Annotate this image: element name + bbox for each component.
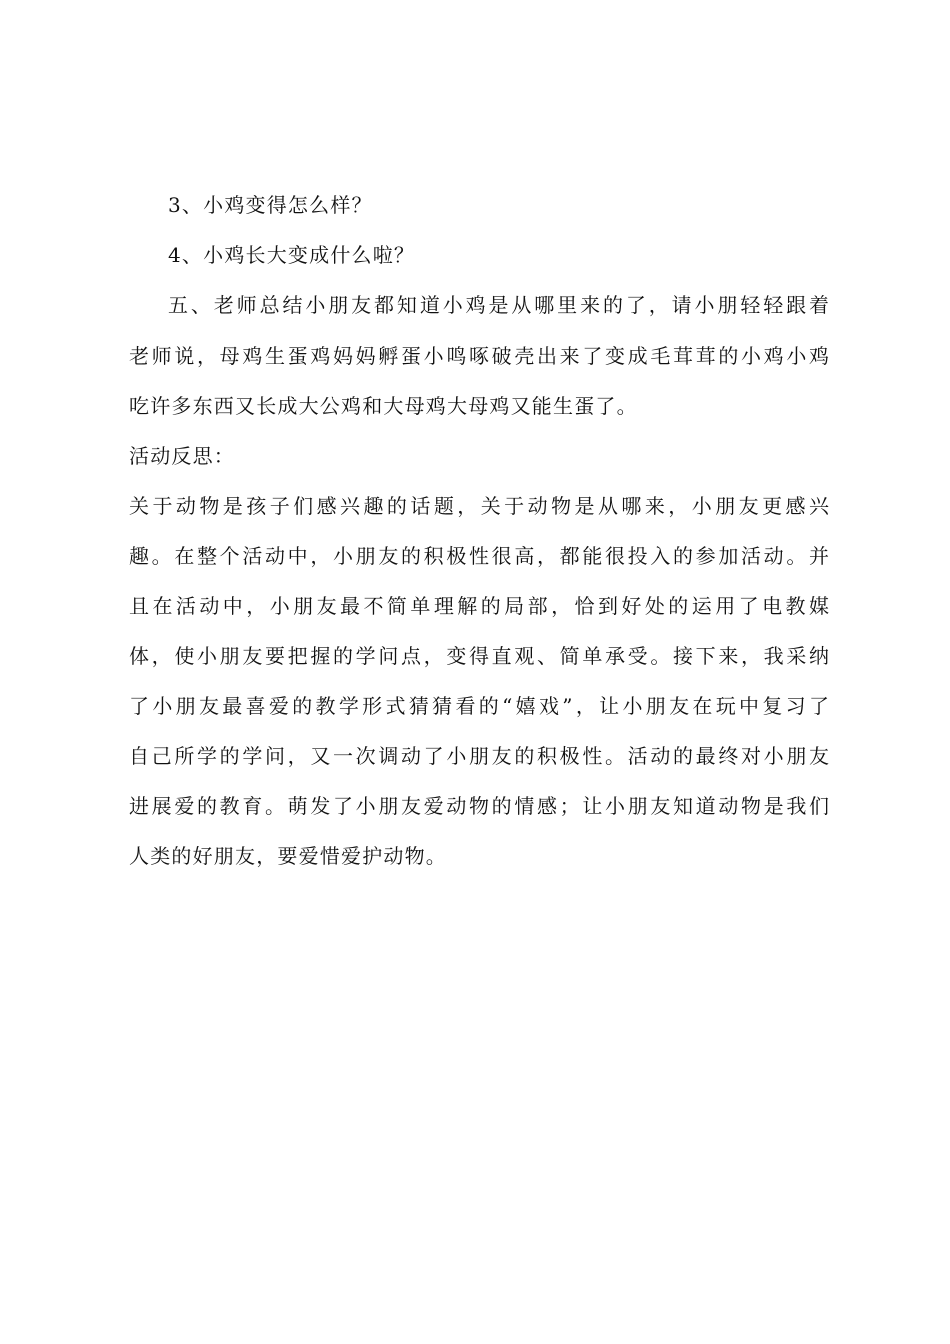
reflection-line: 体，使小朋友要把握的学问点，变得直观、简单承受。接下来，我采纳	[129, 644, 829, 668]
summary-line: 五、老师总结小朋友都知道小鸡是从哪里来的了，请小朋轻轻跟着	[168, 293, 829, 317]
reflection-line: 人类的好朋友，要爱惜爱护动物。	[129, 844, 447, 868]
reflection-heading: 活动反思：	[129, 444, 235, 468]
step-3: 3、小鸡变得怎么样？	[168, 193, 373, 217]
reflection-line: 关于动物是孩子们感兴趣的话题，关于动物是从哪来，小朋友更感兴	[129, 494, 829, 518]
summary-line: 吃许多东西又长成大公鸡和大母鸡大母鸡又能生蛋了。	[129, 394, 638, 418]
reflection-line: 趣。在整个活动中，小朋友的积极性很高，都能很投入的参加活动。并	[129, 544, 829, 568]
reflection-line: 自己所学的学问，又一次调动了小朋友的积极性。活动的最终对小朋友	[129, 744, 829, 768]
reflection-line: 进展爱的教育。萌发了小朋友爱动物的情感；让小朋友知道动物是我们	[129, 794, 829, 818]
reflection-line: 且在活动中，小朋友最不简单理解的局部，恰到好处的运用了电教媒	[129, 594, 829, 618]
step-4: 4、小鸡长大变成什么啦？	[168, 243, 416, 267]
reflection-line: 了小朋友最喜爱的教学形式猜猜看的“嬉戏”，让小朋友在玩中复习了	[129, 694, 829, 718]
summary-line: 老师说，母鸡生蛋鸡妈妈孵蛋小鸣啄破壳出来了变成毛茸茸的小鸡小鸡	[129, 344, 829, 368]
